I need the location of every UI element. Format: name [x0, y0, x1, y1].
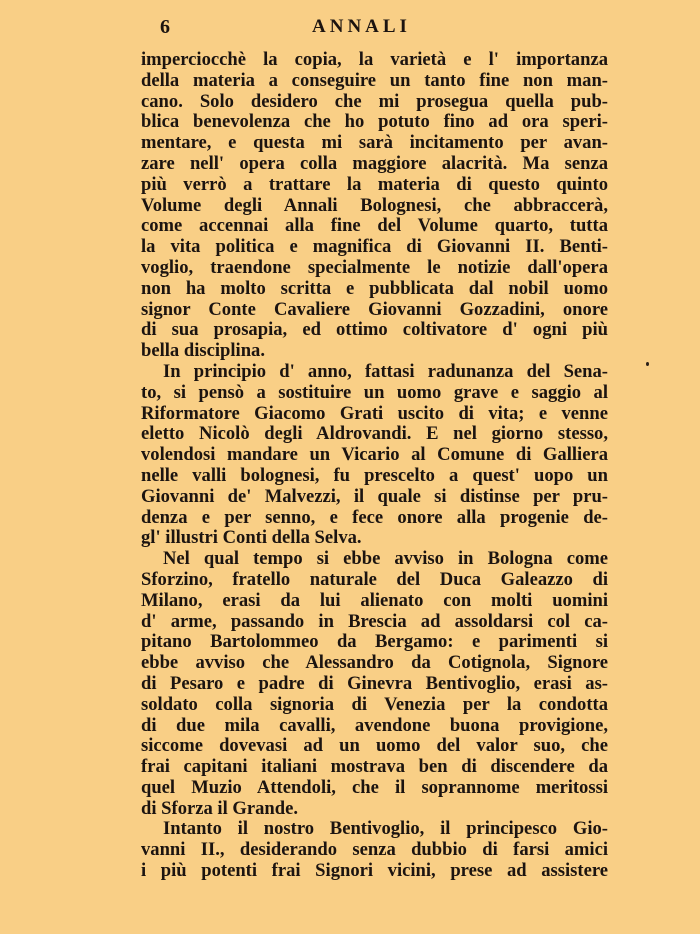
- text-line: della materia a conseguire un tanto fine non man-: [141, 69, 608, 91]
- text-line: siccome dovevasi ad un uomo del valor suo, che: [141, 735, 608, 757]
- text-line: Nel qual tempo si ebbe avviso in Bologna come: [163, 548, 608, 570]
- text-line: di Sforza il Grande.: [141, 797, 299, 819]
- text-line: bella disciplina.: [141, 340, 265, 362]
- text-line: di Pesaro e padre di Ginevra Bentivoglio, erasi as-: [141, 672, 608, 694]
- text-line: frai capitani italiani mostrava ben di discendere da: [141, 756, 608, 778]
- text-line: voglio, traendone specialmente le notizie dall'opera: [141, 256, 608, 278]
- text-line: più verrò a trattare la materia di questo quinto: [141, 173, 608, 195]
- text-line: come accennai alla fine del Volume quarto, tutta: [141, 215, 608, 237]
- text-line: ebbe avviso che Alessandro da Cotignola, Signore: [141, 652, 608, 674]
- text-line: vanni II., desiderando senza dubbio di farsi amici: [141, 839, 608, 861]
- page-number: 6: [160, 16, 170, 38]
- text-line: to, si pensò a sostituire un uomo grave e saggio al: [141, 381, 608, 403]
- text-line: pitano Bartolommeo da Bergamo: e parimenti si: [141, 631, 608, 653]
- text-line: denza e per senno, e fece onore alla progenie de-: [141, 506, 608, 528]
- text-line: Giovanni de' Malvezzi, il quale si distinse per pru-: [141, 485, 608, 507]
- text-line: blica benevolenza che ho potuto fino ad ora speri-: [141, 111, 608, 133]
- text-line: Milano, erasi da lui alienato con molti uomini: [141, 589, 608, 611]
- text-line: eletto Nicolò degli Aldrovandi. E nel giorno stesso,: [141, 423, 608, 445]
- page-header: [0, 14, 700, 40]
- text-line: Sforzino, fratello naturale del Duca Galeazzo di: [141, 568, 608, 590]
- running-head: ANNALI: [312, 16, 411, 37]
- text-line: di sua prosapia, ed ottimo coltivatore d' ogni più: [141, 319, 608, 341]
- text-line: volendosi mandare un Vicario al Comune di Galliera: [141, 444, 608, 466]
- text-line: nelle valli bolognesi, fu prescelto a quest' uopo un: [141, 464, 608, 486]
- text-line: i più potenti frai Signori vicini, prese ad assistere: [141, 860, 608, 882]
- text-line: gl' illustri Conti della Selva.: [141, 527, 362, 549]
- text-line: Riformatore Giacomo Grati uscito di vita; e venne: [141, 402, 608, 424]
- text-line: Volume degli Annali Bolognesi, che abbraccerà,: [141, 194, 608, 216]
- text-line: imperciocchè la copia, la varietà e l' importanza: [141, 49, 608, 70]
- body-text: [141, 50, 608, 882]
- text-line: d' arme, passando in Brescia ad assoldarsi col ca-: [141, 610, 608, 632]
- text-line: non ha molto scritta e pubblicata dal nobil uomo: [141, 277, 608, 299]
- text-line: quel Muzio Attendoli, che il soprannome meritossi: [141, 776, 608, 798]
- text-line: signor Conte Cavaliere Giovanni Gozzadini, onore: [141, 298, 608, 320]
- text-line: soldato colla signoria di Venezia per la condotta: [141, 693, 608, 715]
- ink-speck: [646, 362, 649, 366]
- text-line: zare nell' opera colla maggiore alacrità. Ma senza: [141, 152, 608, 174]
- text-line: di due mila cavalli, avendone buona provigione,: [141, 714, 608, 736]
- text-line: la vita politica e magnifica di Giovanni II. Benti-: [141, 236, 608, 258]
- text-line: Intanto il nostro Bentivoglio, il principesco Gio-: [163, 818, 608, 840]
- text-line: cano. Solo desidero che mi prosegua quella pub-: [141, 90, 608, 112]
- text-line: In principio d' anno, fattasi radunanza del Sena-: [163, 360, 608, 382]
- text-line: mentare, e questa mi sarà incitamento per avan-: [141, 132, 608, 154]
